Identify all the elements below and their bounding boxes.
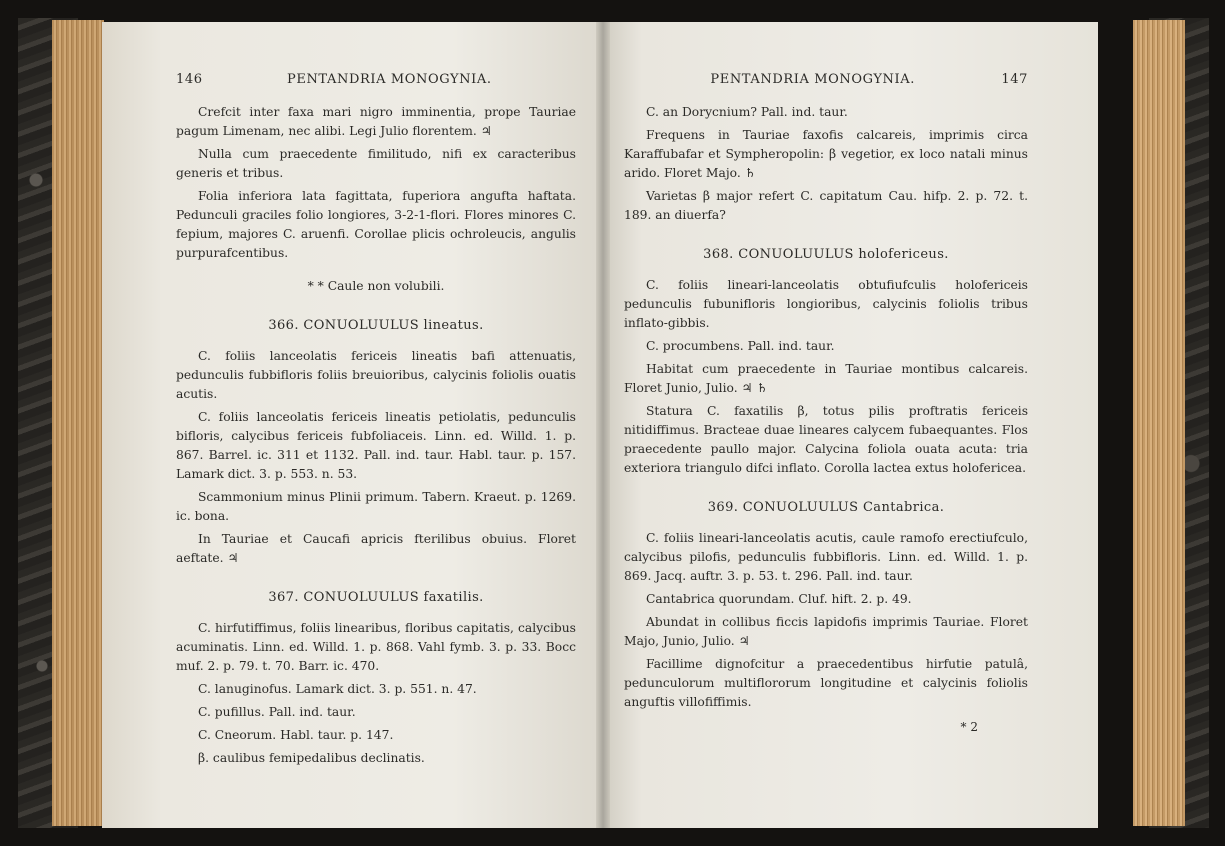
page-edges-right bbox=[1133, 20, 1185, 826]
species-heading: 369. CONUOLUULUS Cantabrica. bbox=[707, 500, 945, 515]
paragraph: C. procumbens. Pall. ind. taur. bbox=[646, 339, 835, 353]
running-head: PENTANDRIA MONOGYNIA. bbox=[710, 72, 915, 87]
paragraph: β. caulibus femipedalibus declinatis. bbox=[198, 751, 425, 765]
page-number: 146 bbox=[176, 72, 203, 87]
paragraph: Abundat in collibus ficcis lapidofis imprimis Tauriae. Floret Majo, Junio, Julio. ♃ bbox=[624, 615, 1028, 648]
paragraph: Facillime dignofcitur a praecedentibus hirfutie patulâ, pedunculorum multiflororum longitudine et calycinis foliolis anguftis villofiffimis. bbox=[624, 657, 1028, 709]
paragraph: Crefcit inter faxa mari nigro imminentia, prope Tauriae pagum Limenam, nec alibi. Legi Julio florentem. ♃ bbox=[176, 105, 576, 138]
running-head: PENTANDRIA MONOGYNIA. bbox=[287, 72, 492, 87]
right-page bbox=[602, 22, 1098, 828]
paragraph: C. Cneorum. Habl. taur. p. 147. bbox=[198, 728, 394, 742]
paragraph: C. foliis lanceolatis fericeis lineatis bafi attenuatis, pedunculis fubbifloris foliis breuioribus, calycinis foliolis ouatis acutis. bbox=[176, 349, 576, 401]
page-edges-left bbox=[52, 20, 104, 826]
paragraph: C. foliis lineari-lanceolatis obtufiufculis holofericeis pedunculis fubunifloris longioribus, calycinis foliolis tribus inflato-gibbis. bbox=[624, 278, 1028, 330]
paragraph: In Tauriae et Caucafi apricis fterilibus obuius. Floret aeftate. ♃ bbox=[176, 532, 576, 565]
paragraph: Statura C. faxatilis β, totus pilis proftratis fericeis nitidiffimus. Bracteae duae lineares calycem fubaequantes. Flos praecedente paullo major. Calycina foliola ouata acuta: tria exteriora triangulo difci inflato. Corolla lactea extus holofericea. bbox=[624, 404, 1028, 475]
paragraph: C. foliis lanceolatis fericeis lineatis petiolatis, pedunculis bifloris, calycibus fericeis fubfoliaceis. Linn. ed. Willd. 1. p. 867. Barrel. ic. 311 et 1132. Pall. ind. taur. Habl. taur. p. 157. Lamark dict. 3. p. 553. n. 53. bbox=[176, 410, 576, 481]
paragraph: Cantabrica quorundam. Cluf. hift. 2. p. 49. bbox=[646, 592, 912, 606]
paragraph: Frequens in Tauriae faxofis calcareis, imprimis circa Karaffubafar et Sympheropolin: β vegetior, ex loco natali minus arido. Floret Majo. ♄ bbox=[624, 128, 1028, 180]
species-heading: 367. CONUOLUULUS faxatilis. bbox=[268, 590, 484, 605]
right-page-header bbox=[624, 70, 1028, 89]
paragraph: Folia inferiora lata fagittata, fuperiora angufta haftata. Pedunculi graciles folio longiores, 3-2-1-flori. Flores minores C. fepium, majores C. aruenfi. Corollae plicis ochroleucis, angulis purpurafcentibus. bbox=[176, 189, 576, 260]
paragraph: Varietas β major refert C. capitatum Cau. hifp. 2. p. 72. t. 189. an diuerfa? bbox=[624, 189, 1028, 222]
left-page-header bbox=[176, 70, 576, 89]
species-heading: 368. CONUOLUULUS holofericeus. bbox=[703, 247, 949, 262]
species-heading: 366. CONUOLUULUS lineatus. bbox=[268, 318, 484, 333]
paragraph: C. lanuginofus. Lamark dict. 3. p. 551. n. 47. bbox=[198, 682, 477, 696]
catchword: * 2 bbox=[960, 720, 978, 734]
left-page bbox=[102, 22, 602, 828]
book-gutter bbox=[596, 22, 610, 828]
paragraph: Nulla cum praecedente fimilitudo, nifi ex caracteribus generis et tribus. bbox=[176, 147, 576, 180]
paragraph: C. hirfutiffimus, foliis linearibus, floribus capitatis, calycibus acuminatis. Linn. ed. Willd. 1. p. 868. Vahl fymb. 3. p. 33. Bocc muf. 2. p. 79. t. 70. Barr. ic. 470. bbox=[176, 621, 576, 673]
paragraph: C. an Dorycnium? Pall. ind. taur. bbox=[646, 105, 848, 119]
page-number: 147 bbox=[1001, 72, 1028, 87]
paragraph: C. pufillus. Pall. ind. taur. bbox=[198, 705, 356, 719]
paragraph: Habitat cum praecedente in Tauriae montibus calcareis. Floret Junio, Julio. ♃ ♄ bbox=[624, 362, 1028, 395]
paragraph: C. foliis lineari-lanceolatis acutis, caule ramofo erectiufculo, calycibus pilofis, pedunculis fubbifloris. Linn. ed. Willd. 1. p. 869. Jacq. auftr. 3. p. 53. t. 296. Pall. ind. taur. bbox=[624, 531, 1028, 583]
paragraph: Scammonium minus Plinii primum. Tabern. Kraeut. p. 1269. ic. bona. bbox=[176, 490, 576, 523]
subsection-heading: * * Caule non volubili. bbox=[307, 279, 445, 293]
